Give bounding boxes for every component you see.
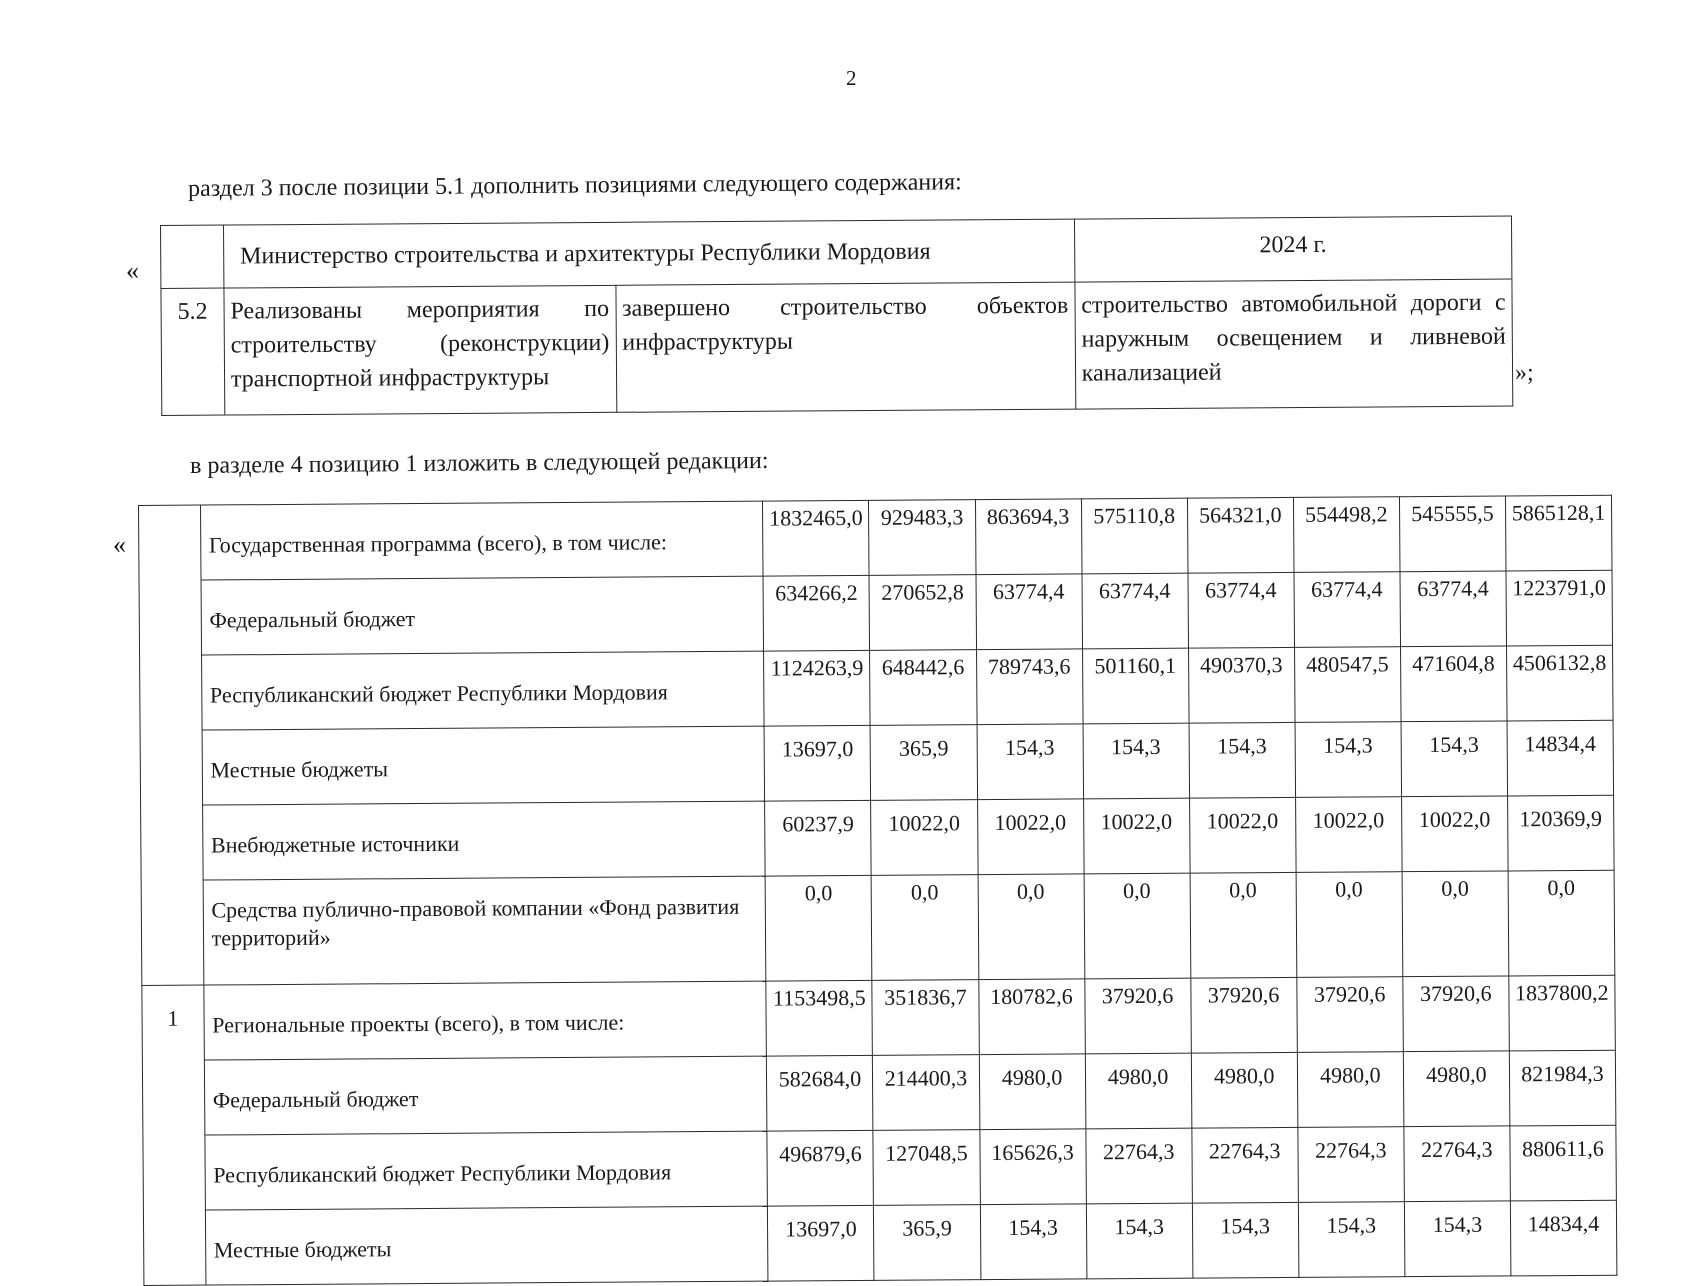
amount-cell: 63774,4 xyxy=(976,574,1083,650)
amount-cell: 1832465,0 xyxy=(763,500,870,576)
amount-cell: 10022,0 xyxy=(1401,796,1508,872)
amount-cell: 480547,5 xyxy=(1294,647,1401,723)
amount-cell: 0,0 xyxy=(765,875,872,981)
finance-row xyxy=(140,645,1613,730)
amount-cell: 154,3 xyxy=(1295,722,1402,798)
page-number: 2 xyxy=(846,66,857,90)
amount-cell: 496879,6 xyxy=(767,1130,874,1206)
amount-cell: 351836,7 xyxy=(872,980,979,1056)
measure-name: Реализованы мероприятия по строительству (реконструкции) транспортной инфраструктуры xyxy=(224,285,617,415)
amount-cell: 10022,0 xyxy=(1083,798,1190,874)
amount-cell: 4506132,8 xyxy=(1506,645,1613,721)
section-3-amendment-table xyxy=(160,216,1513,416)
amount-cell: 154,3 xyxy=(1298,1202,1405,1278)
amount-cell: 582684,0 xyxy=(767,1055,874,1131)
amount-cell: 4980,0 xyxy=(1297,1052,1404,1128)
amount-cell: 575110,8 xyxy=(1081,498,1188,574)
amount-cell: 63774,4 xyxy=(1188,572,1295,648)
table1-row-5-2 xyxy=(161,279,1513,415)
amount-cell: 154,3 xyxy=(980,1204,1087,1280)
amount-cell: 1223791,0 xyxy=(1506,570,1613,646)
amount-cell: 22764,3 xyxy=(1404,1126,1511,1202)
finance-row xyxy=(142,1050,1615,1135)
amount-cell: 180782,6 xyxy=(978,979,1085,1055)
amount-cell: 545555,5 xyxy=(1399,496,1506,572)
amount-cell: 165626,3 xyxy=(979,1129,1086,1205)
funding-source-label: Местные бюджеты xyxy=(205,1206,768,1285)
position-number: 5.2 xyxy=(161,288,225,415)
amount-cell: 365,9 xyxy=(874,1205,981,1281)
amount-cell: 63774,4 xyxy=(1294,572,1401,648)
amount-cell: 4980,0 xyxy=(1085,1053,1192,1129)
amount-cell: 214400,3 xyxy=(873,1055,980,1131)
amount-cell: 554498,2 xyxy=(1293,497,1400,573)
amount-cell: 863694,3 xyxy=(975,499,1082,575)
amount-cell: 634266,2 xyxy=(763,575,870,651)
amount-cell: 4980,0 xyxy=(1403,1051,1510,1127)
amount-cell: 37920,6 xyxy=(1403,976,1510,1052)
amount-cell: 13697,0 xyxy=(768,1205,875,1281)
opening-quote-2: « xyxy=(113,530,126,559)
measure-description: строительство автомобильной дороги с наружным освещением и ливневой канализацией xyxy=(1075,279,1513,409)
funding-source-label: Государственная программа (всего), в том числе: xyxy=(200,501,763,580)
amount-cell: 37920,6 xyxy=(1190,977,1297,1053)
amount-cell: 0,0 xyxy=(978,874,1085,980)
amount-cell: 0,0 xyxy=(1508,870,1615,976)
amount-cell: 365,9 xyxy=(870,725,977,801)
amount-cell: 270652,8 xyxy=(869,575,976,651)
amount-cell: 127048,5 xyxy=(873,1130,980,1206)
finance-row xyxy=(141,870,1615,985)
finance-row xyxy=(141,795,1614,880)
amount-cell: 120369,9 xyxy=(1507,795,1614,871)
amount-cell: 564321,0 xyxy=(1187,497,1294,573)
amount-cell: 22764,3 xyxy=(1298,1127,1405,1203)
year-cell: 2024 г. xyxy=(1074,216,1512,282)
measure-result: завершено строительство объектов инфраструктуры xyxy=(615,282,1075,412)
intro-paragraph-section-3: раздел 3 после позиции 5.1 дополнить позициями следующего содержания: xyxy=(188,169,962,202)
amount-cell: 63774,4 xyxy=(1082,573,1189,649)
finance-row xyxy=(140,720,1613,805)
amount-cell: 471604,8 xyxy=(1400,646,1507,722)
amount-cell: 821984,3 xyxy=(1509,1050,1616,1126)
funding-source-label: Внебюджетные источники xyxy=(202,801,765,880)
table1-empty-cell xyxy=(161,225,224,288)
amount-cell: 22764,3 xyxy=(1085,1128,1192,1204)
intro-paragraph-section-4: в разделе 4 позицию 1 изложить в следующей редакции: xyxy=(190,447,769,479)
finance-row xyxy=(139,495,1612,580)
amount-cell: 60237,9 xyxy=(765,800,872,876)
amount-cell: 0,0 xyxy=(1402,871,1509,977)
amount-cell: 0,0 xyxy=(1296,872,1403,978)
amount-cell: 0,0 xyxy=(872,875,979,981)
opening-quote-1: « xyxy=(126,256,139,285)
amount-cell: 490370,3 xyxy=(1188,647,1295,723)
amount-cell: 789743,6 xyxy=(976,649,1083,725)
amount-cell: 10022,0 xyxy=(1189,797,1296,873)
amount-cell: 14834,4 xyxy=(1510,1200,1617,1276)
row-index-cell: 1 xyxy=(142,985,206,1285)
funding-source-label: Республиканский бюджет Республики Мордовия xyxy=(201,651,764,730)
amount-cell: 4980,0 xyxy=(979,1054,1086,1130)
row-index-cell xyxy=(139,505,204,985)
amount-cell: 154,3 xyxy=(1404,1201,1511,1277)
amount-cell: 1837800,2 xyxy=(1509,975,1616,1051)
amount-cell: 37920,6 xyxy=(1084,978,1191,1054)
amount-cell: 22764,3 xyxy=(1192,1127,1299,1203)
amount-cell: 10022,0 xyxy=(871,800,978,876)
finance-row xyxy=(142,975,1615,1060)
amount-cell: 5865128,1 xyxy=(1505,495,1612,571)
amount-cell: 13697,0 xyxy=(764,725,871,801)
funding-source-label: Федеральный бюджет xyxy=(201,576,764,655)
amount-cell: 648442,6 xyxy=(870,650,977,726)
amount-cell: 154,3 xyxy=(1189,722,1296,798)
amount-cell: 154,3 xyxy=(1401,721,1508,797)
amount-cell: 63774,4 xyxy=(1400,571,1507,647)
organization-cell: Министерство строительства и архитектуры Республики Мордовия xyxy=(223,219,1074,288)
amount-cell: 1153498,5 xyxy=(766,980,873,1056)
funding-source-label: Местные бюджеты xyxy=(202,726,765,805)
funding-source-label: Федеральный бюджет xyxy=(204,1056,767,1135)
amount-cell: 1124263,9 xyxy=(764,650,871,726)
amount-cell: 880611,6 xyxy=(1510,1125,1617,1201)
amount-cell: 154,3 xyxy=(1086,1203,1193,1279)
finance-row xyxy=(139,570,1612,655)
table1-header-row xyxy=(161,216,1512,288)
amount-cell: 0,0 xyxy=(1084,873,1191,979)
amount-cell: 154,3 xyxy=(1192,1202,1299,1278)
finance-row xyxy=(143,1200,1616,1285)
funding-source-label: Региональные проекты (всего), в том числе: xyxy=(203,981,766,1060)
amount-cell: 14834,4 xyxy=(1507,720,1614,796)
amount-cell: 10022,0 xyxy=(1295,797,1402,873)
amount-cell: 929483,3 xyxy=(869,500,976,576)
amount-cell: 4980,0 xyxy=(1191,1052,1298,1128)
amount-cell: 154,3 xyxy=(977,724,1084,800)
amount-cell: 501160,1 xyxy=(1082,648,1189,724)
closing-quote-1: »; xyxy=(1515,360,1534,386)
amount-cell: 37920,6 xyxy=(1297,977,1404,1053)
finance-row xyxy=(143,1125,1616,1210)
amount-cell: 154,3 xyxy=(1083,723,1190,799)
amount-cell: 0,0 xyxy=(1190,872,1297,978)
funding-source-label: Республиканский бюджет Республики Мордовия xyxy=(205,1131,768,1210)
funding-source-label: Средства публично-правовой компании «Фонд развития территорий» xyxy=(203,876,766,985)
section-4-finance-table xyxy=(138,495,1617,1286)
amount-cell: 10022,0 xyxy=(977,799,1084,875)
